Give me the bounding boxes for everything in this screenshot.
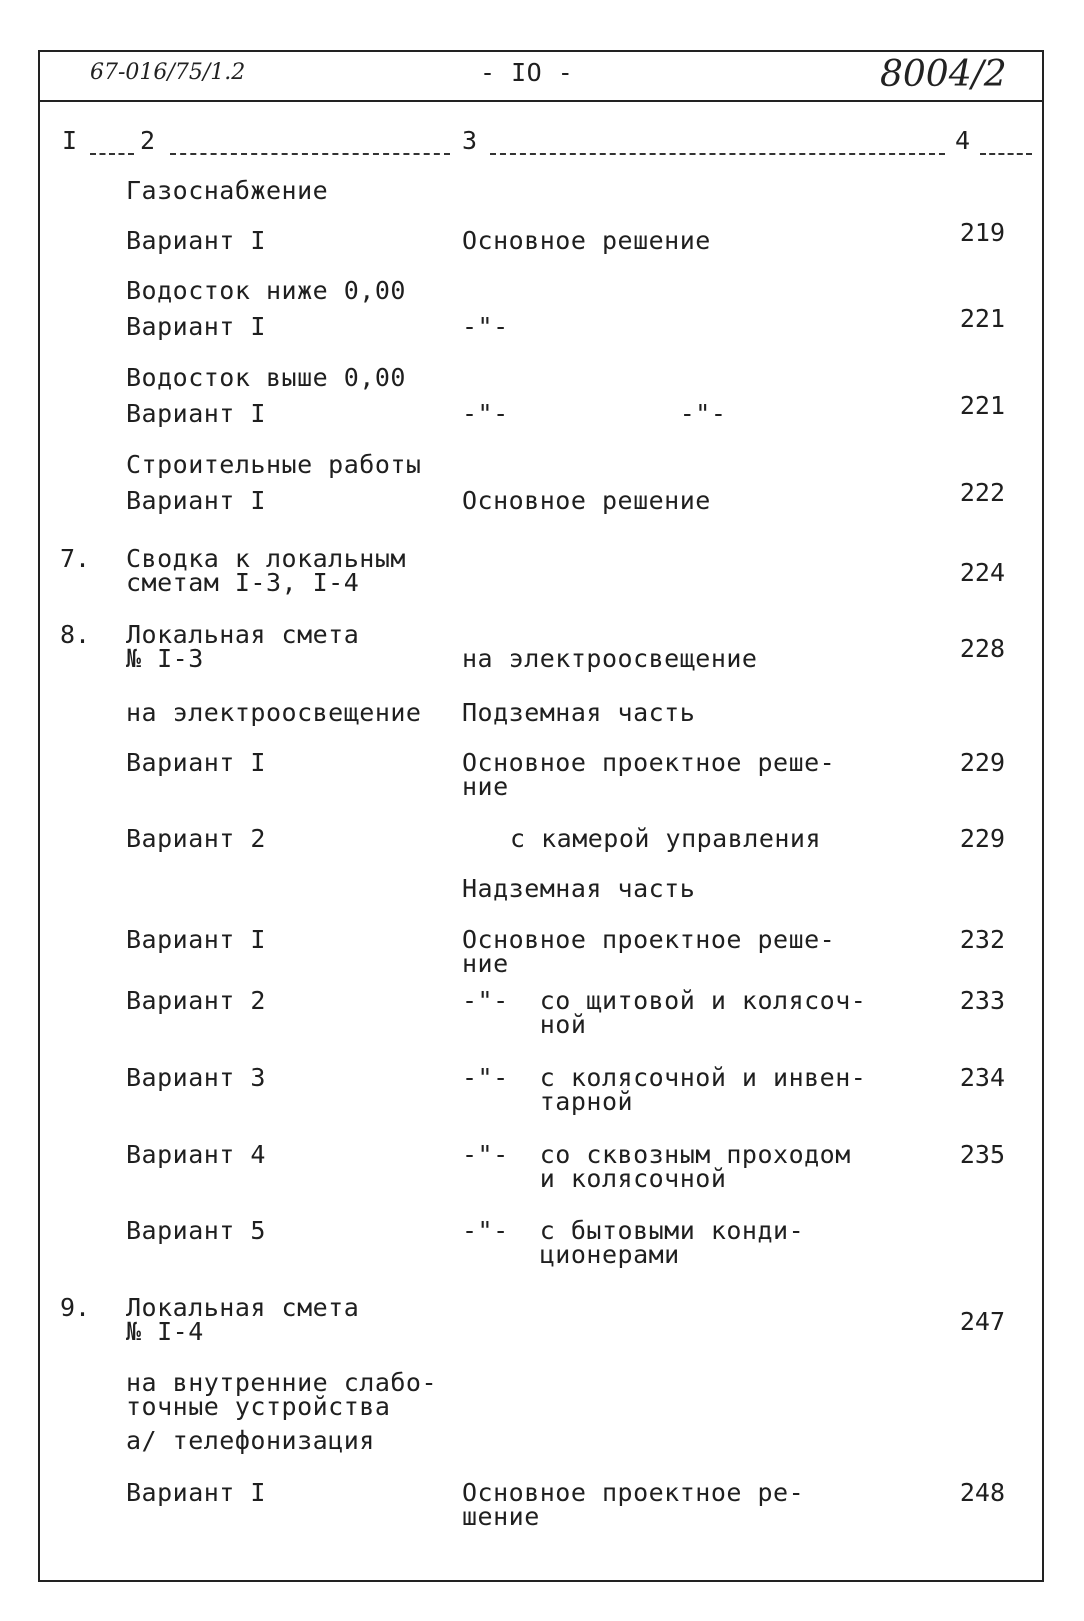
entry-description: -"- -"- (462, 399, 727, 428)
entry-title: Вариант 3 (126, 1063, 266, 1092)
row-number: 9. (60, 1293, 91, 1322)
entry-description: -"- (462, 312, 509, 341)
entry-description: Основное проектное реше- (462, 748, 836, 777)
page-ref: 229 (959, 748, 1005, 777)
row-number: 7. (60, 544, 91, 573)
column-header-4: 4 (955, 126, 971, 155)
header-dashed-rule (980, 153, 1032, 155)
entry-title: Вариант I (126, 1478, 266, 1507)
entry-description: Основное проектное ре- (462, 1478, 805, 1507)
entry-description: -"- с колясочной и инвен- (462, 1063, 867, 1092)
entry-title: Газоснабжение (126, 176, 329, 205)
entry-title: на внутренние слабо- (126, 1368, 438, 1397)
entry-description: Основное решение (462, 226, 711, 255)
entry-description: шение (462, 1502, 540, 1531)
entry-description: на электроосвещение (462, 644, 758, 673)
column-header-3: 3 (462, 126, 478, 155)
entry-title: Вариант 2 (126, 824, 266, 853)
entry-title: Вариант 4 (126, 1140, 266, 1169)
header-dashed-rule (490, 153, 945, 155)
entry-title: Локальная смета (126, 1293, 360, 1322)
entry-description: ние (462, 949, 509, 978)
entry-title: Вариант I (126, 312, 266, 341)
entry-title: Строительные работы (126, 450, 422, 479)
entry-description: ние (462, 772, 509, 801)
entry-description: Основное проектное реше- (462, 925, 836, 954)
entry-description: Надземная часть (462, 874, 696, 903)
page-ref: 235 (959, 1140, 1005, 1169)
page-number: - IO - (480, 58, 574, 87)
entry-description: -"- со щитовой и колясоч- (462, 986, 867, 1015)
page-ref: 221 (959, 304, 1005, 333)
entry-description: с камерой управления (510, 824, 822, 853)
document-code: 67-016/75/1.2 (90, 60, 246, 85)
entry-title: Вариант I (126, 399, 266, 428)
entry-title: № I-4 (126, 1317, 204, 1346)
header-dashed-rule (170, 153, 450, 155)
entry-description: тарной (462, 1087, 634, 1116)
entry-description: -"- с бытовыми конди- (462, 1216, 805, 1245)
entry-title: Вариант I (126, 226, 266, 255)
entry-title: Вариант I (126, 486, 266, 515)
entry-title: Вариант I (126, 748, 266, 777)
entry-title: № I-3 (126, 644, 204, 673)
page-ref: 248 (959, 1478, 1005, 1507)
page-ref: 233 (959, 986, 1005, 1015)
page-ref: 247 (959, 1307, 1005, 1336)
entry-title: Вариант 5 (126, 1216, 266, 1245)
entry-description: -"- со сквозным проходом (462, 1140, 851, 1169)
page-ref: 234 (959, 1063, 1005, 1092)
entry-title: сметам I-3, I-4 (126, 568, 360, 597)
entry-description: ционерами (462, 1240, 680, 1269)
page-ref: 222 (959, 478, 1005, 507)
entry-description: Подземная часть (462, 698, 696, 727)
entry-description: Основное решение (462, 486, 711, 515)
entry-title: Водосток выше 0,00 (126, 363, 406, 392)
page-ref: 221 (959, 391, 1005, 420)
page-ref: 229 (959, 824, 1005, 853)
entry-title: а/ телефонизация (126, 1426, 375, 1455)
page-ref: 228 (959, 634, 1005, 663)
header-divider (38, 100, 1044, 102)
archive-number: 8004/2 (880, 54, 1007, 95)
page-ref: 232 (959, 925, 1005, 954)
entry-title: Сводка к локальным (126, 544, 406, 573)
entry-title: Вариант I (126, 925, 266, 954)
entry-title: точные устройства (126, 1392, 391, 1421)
column-header-2: 2 (140, 126, 156, 155)
page-ref: 219 (959, 218, 1005, 247)
row-number: 8. (60, 620, 91, 649)
entry-title: Локальная смета (126, 620, 360, 649)
entry-title: Водосток ниже 0,00 (126, 276, 406, 305)
entry-description: и колясочной (462, 1164, 727, 1193)
page-ref: 224 (959, 558, 1005, 587)
entry-title: Вариант 2 (126, 986, 266, 1015)
entry-description: ной (462, 1010, 587, 1039)
header-dashed-rule (90, 153, 134, 155)
entry-title: на электроосвещение (126, 698, 422, 727)
column-header-1: I (62, 126, 78, 155)
